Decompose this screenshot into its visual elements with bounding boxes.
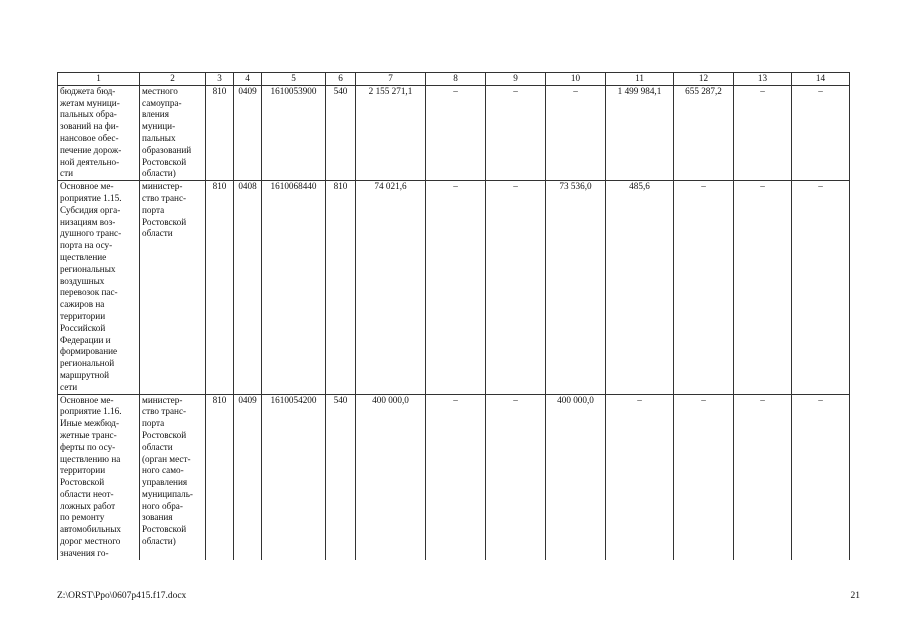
amount-cell: –: [426, 394, 486, 560]
amount-cell: 655 287,2: [674, 85, 734, 180]
header-cell: 13: [734, 73, 792, 86]
table-row: [58, 181, 850, 394]
target-article-cell: 1610068440: [262, 181, 326, 394]
header-cell: 8: [426, 73, 486, 86]
header-cell: 10: [546, 73, 606, 86]
measure-description-cell: бюджета бюд- жетам муници- пальных обра- зований на фи- нансовое обес- печение дорож- ной деятельно- сти: [58, 85, 140, 180]
amount-cell: 485,6: [606, 181, 674, 394]
header-row: [58, 73, 850, 86]
header-cell: 1: [58, 73, 140, 86]
header-cell: 4: [234, 73, 262, 86]
amount-cell: –: [546, 85, 606, 180]
grbs-code-cell: 810: [206, 181, 234, 394]
amount-cell: –: [486, 181, 546, 394]
budget-table: [57, 72, 850, 560]
amount-cell: –: [426, 181, 486, 394]
amount-cell: –: [486, 394, 546, 560]
amount-cell: 73 536,0: [546, 181, 606, 394]
section-code-cell: 0408: [234, 181, 262, 394]
amount-cell: 400 000,0: [546, 394, 606, 560]
amount-cell: –: [674, 181, 734, 394]
header-cell: 6: [326, 73, 356, 86]
target-article-cell: 1610053900: [262, 85, 326, 180]
table-row: [58, 85, 850, 180]
total-amount-cell: 2 155 271,1: [356, 85, 426, 180]
total-amount-cell: 74 021,6: [356, 181, 426, 394]
amount-cell: –: [734, 394, 792, 560]
header-cell: 2: [140, 73, 206, 86]
amount-cell: –: [606, 394, 674, 560]
expense-type-cell: 540: [326, 394, 356, 560]
amount-cell: –: [792, 181, 850, 394]
grbs-code-cell: 810: [206, 85, 234, 180]
section-code-cell: 0409: [234, 394, 262, 560]
header-cell: 3: [206, 73, 234, 86]
header-cell: 9: [486, 73, 546, 86]
amount-cell: –: [486, 85, 546, 180]
table-row: [58, 394, 850, 560]
page-number: 21: [850, 591, 860, 601]
section-code-cell: 0409: [234, 85, 262, 180]
header-cell: 5: [262, 73, 326, 86]
amount-cell: –: [674, 394, 734, 560]
amount-cell: –: [792, 394, 850, 560]
executor-cell: министер- ство транс- порта Ростовской области: [140, 181, 206, 394]
header-cell: 14: [792, 73, 850, 86]
amount-cell: 1 499 984,1: [606, 85, 674, 180]
total-amount-cell: 400 000,0: [356, 394, 426, 560]
header-cell: 12: [674, 73, 734, 86]
executor-cell: министер- ство транс- порта Ростовской области (орган мест- ного само- управления муниципаль- ного обра- зования Ростовской области): [140, 394, 206, 560]
file-path-footer: Z:\ORST\Ppo\0607p415.f17.docx: [57, 591, 187, 601]
amount-cell: –: [734, 85, 792, 180]
expense-type-cell: 540: [326, 85, 356, 180]
expense-type-cell: 810: [326, 181, 356, 394]
measure-description-cell: Основное ме- роприятие 1.16. Иные межбюд- жетные транс- ферты по осу- ществлению на территории Ростовской области неот- ложных работ по ремонту автомобильных дорог местного значения го-: [58, 394, 140, 560]
amount-cell: –: [792, 85, 850, 180]
grbs-code-cell: 810: [206, 394, 234, 560]
target-article-cell: 1610054200: [262, 394, 326, 560]
executor-cell: местного самоупра- вления муници- пальных образований Ростовской области): [140, 85, 206, 180]
header-cell: 11: [606, 73, 674, 86]
header-cell: 7: [356, 73, 426, 86]
amount-cell: –: [734, 181, 792, 394]
measure-description-cell: Основное ме- роприятие 1.15. Субсидия орга- низациям воз- душного транс- порта на осу- ществление региональных воздушных перевозок пас- сажиров на территории Российской Федерации и формирование региональной маршрутной сети: [58, 181, 140, 394]
amount-cell: –: [426, 85, 486, 180]
